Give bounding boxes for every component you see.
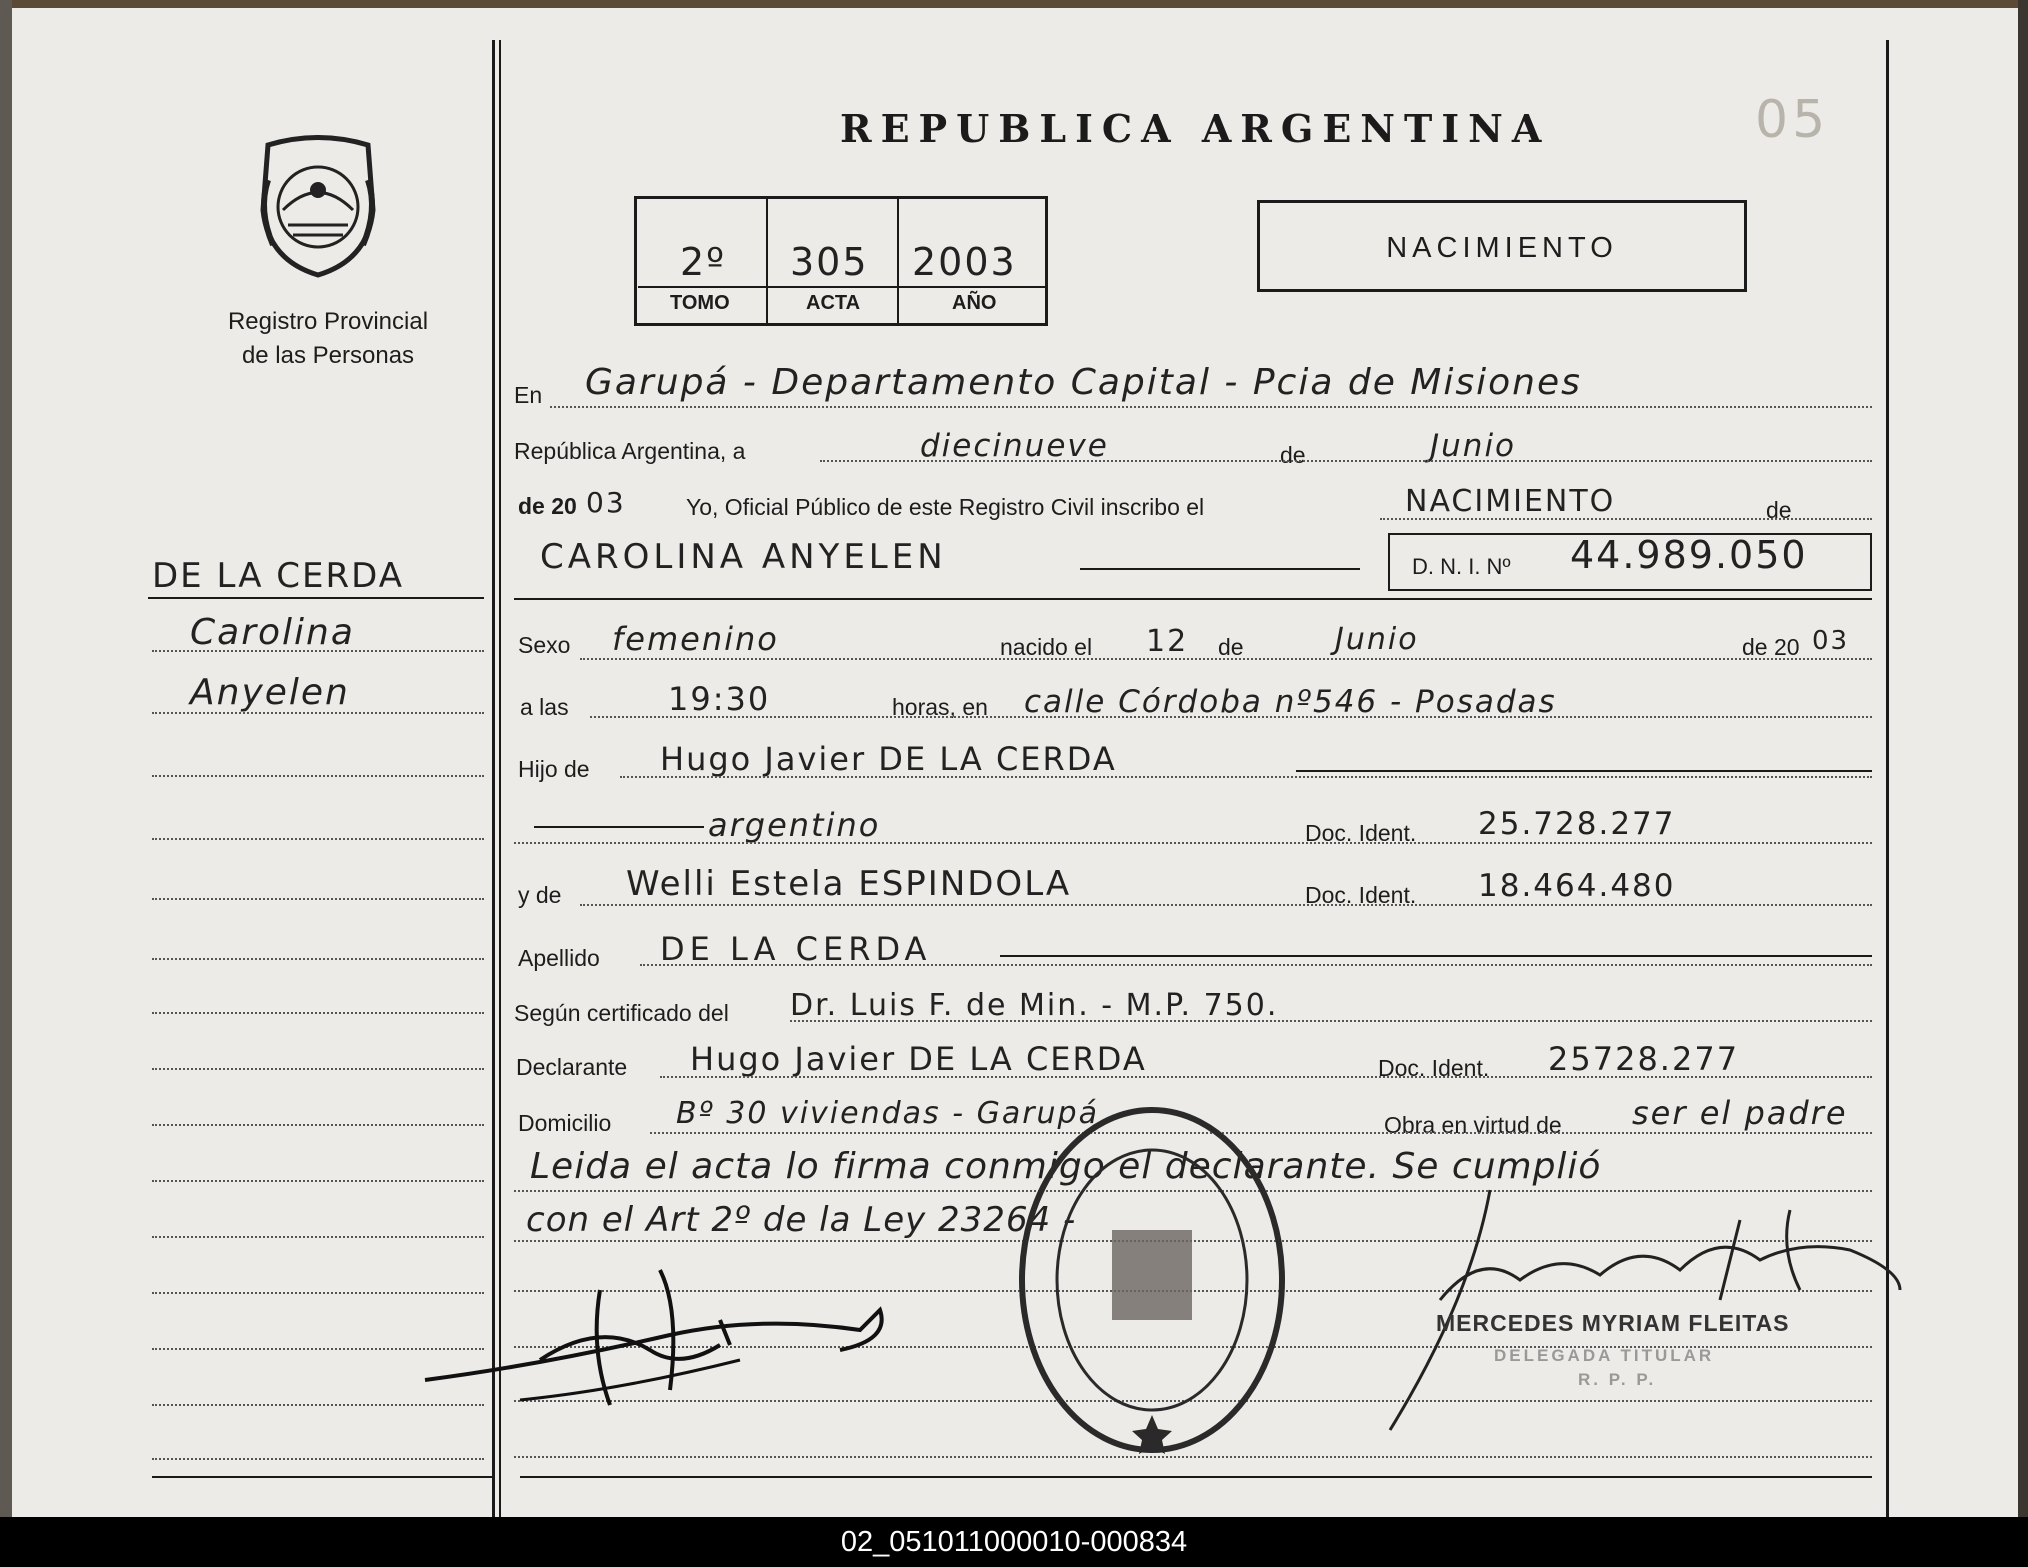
label-de-mes: de: [1280, 442, 1306, 468]
acta-divider-1: [766, 196, 768, 326]
registry-line-1: Registro Provincial: [227, 308, 429, 335]
field-obra: ser el padre: [1632, 1094, 1848, 1132]
margin-first-name: Carolina: [190, 612, 355, 653]
ano-value: 2003: [912, 240, 1017, 284]
row-line: [580, 658, 1872, 660]
row-line: [514, 842, 1872, 844]
official-name: MERCEDES MYRIAM FLEITAS: [1436, 1310, 1790, 1336]
ano-label: AÑO: [952, 292, 997, 314]
margin-line: [152, 1458, 484, 1460]
nac-fill-line: [534, 826, 704, 828]
certificate-type: NACIMIENTO: [1386, 232, 1618, 264]
label-de-anio-nac: de 20: [1742, 634, 1800, 660]
row-line: [640, 964, 1872, 966]
margin-bottom-line: [152, 1476, 492, 1478]
row-line: [580, 904, 1872, 906]
margin-line: [152, 1124, 484, 1126]
label-de-acto: de: [1766, 497, 1792, 523]
field-padre: Hugo Javier DE LA CERDA: [660, 740, 1117, 778]
field-lugar-nac: calle Córdoba nº546 - Posadas: [1024, 684, 1557, 720]
name-fill-line: [1080, 568, 1360, 570]
margin-line: [152, 1180, 484, 1182]
field-domicilio: Bº 30 viviendas - Garupá: [676, 1096, 1099, 1131]
registry-line-2: de las Personas: [241, 342, 415, 369]
apellido-fill-line: [1000, 955, 1872, 957]
label-en: En: [514, 382, 543, 408]
field-dia-nac: 12: [1146, 624, 1189, 659]
row-line: [620, 776, 1872, 778]
field-mes: Junio: [1430, 428, 1517, 464]
page-number: 05: [1755, 90, 1830, 150]
label-segun: Según certificado del: [514, 1000, 729, 1026]
field-acto: NACIMIENTO: [1405, 484, 1616, 519]
tomo-value: 2º: [680, 240, 727, 284]
acta-value: 305: [790, 240, 869, 284]
field-madre: Welli Estela ESPINDOLA: [626, 864, 1072, 904]
field-hora: 19:30: [668, 680, 771, 718]
image-code-footer: 02_051011000010-000834: [0, 1517, 2028, 1567]
field-doc-declarante: 25728.277: [1548, 1040, 1740, 1078]
row-line: [790, 1020, 1872, 1022]
declarant-signature-icon: [420, 1250, 900, 1420]
field-mes-nac: Junio: [1335, 622, 1419, 657]
label-horas: horas, en: [892, 694, 988, 720]
acta-label: ACTA: [806, 292, 861, 314]
margin-second-name: Anyelen: [190, 672, 350, 713]
margin-line: [152, 898, 484, 900]
label-sexo: Sexo: [518, 632, 571, 658]
label-nacido: nacido el: [1000, 634, 1093, 660]
label-domicilio: Domicilio: [518, 1110, 612, 1136]
margin-line: [152, 958, 484, 960]
row-line: [550, 406, 1872, 408]
label-obra: Obra en virtud de: [1384, 1112, 1562, 1138]
label-a-las: a las: [520, 694, 569, 720]
field-nombre: CAROLINA ANYELEN: [540, 537, 947, 577]
country-title: REPUBLICA ARGENTINA: [840, 106, 1551, 151]
acta-divider-2: [897, 196, 899, 326]
margin-line: [152, 775, 484, 777]
label-republica: República Argentina, a: [514, 438, 746, 464]
margin-line: [152, 1236, 484, 1238]
field-doc-madre: 18.464.480: [1478, 868, 1676, 904]
margin-line: [152, 1012, 484, 1014]
field-nacionalidad-padre: argentino: [708, 806, 881, 844]
label-declarante: Declarante: [516, 1054, 628, 1080]
margin-surname-underline: [148, 597, 484, 599]
section-line: [514, 598, 1872, 600]
province-crest-icon: [248, 135, 388, 280]
label-hijo-de: Hijo de: [518, 756, 590, 782]
official-role: DELEGADA TITULAR: [1494, 1346, 1715, 1365]
padre-fill-line: [1296, 770, 1872, 772]
binding-edge: [0, 0, 12, 1517]
label-inscribo: Yo, Oficial Público de este Registro Civil inscribo el: [686, 494, 1205, 520]
label-y-de: y de: [518, 882, 562, 908]
field-anio-suffix: 03: [586, 486, 626, 519]
field-lugar: Garupá - Departamento Capital - Pcia de Misiones: [585, 362, 1582, 403]
official-seal-icon: [1012, 1100, 1292, 1460]
field-certificado: Dr. Luis F. de Min. - M.P. 750.: [790, 988, 1279, 1023]
field-dni: 44.989.050: [1570, 533, 1808, 577]
label-apellido: Apellido: [518, 945, 600, 971]
row-line: [590, 716, 1872, 718]
margin-line: [152, 712, 484, 714]
label-dni: D. N. I. Nº: [1412, 554, 1511, 579]
margin-line: [152, 1068, 484, 1070]
margin-line: [152, 650, 484, 652]
field-apellido: DE LA CERDA: [660, 930, 932, 968]
label-doc-madre: Doc. Ident.: [1305, 882, 1417, 908]
field-doc-padre: 25.728.277: [1478, 806, 1676, 842]
acta-value-line: [638, 286, 1046, 288]
field-sexo: femenino: [612, 620, 779, 658]
margin-surname: DE LA CERDA: [152, 556, 404, 596]
field-declarante: Hugo Javier DE LA CERDA: [690, 1040, 1147, 1078]
note-line-2: con el Art 2º de la Ley 23264 -: [526, 1200, 1077, 1240]
label-doc-padre: Doc. Ident.: [1305, 820, 1417, 846]
bottom-line: [520, 1476, 1872, 1478]
note-line-1: Leida el acta lo firma conmigo el declarante. Se cumplió: [530, 1146, 1602, 1187]
field-anio-nac-suffix: 03: [1812, 626, 1850, 656]
label-de2003: de 20: [518, 493, 577, 519]
official-office: R. P. P.: [1578, 1370, 1657, 1389]
tomo-label: TOMO: [670, 292, 730, 314]
label-de-mes-nac: de: [1218, 634, 1244, 660]
label-doc-declarante: Doc. Ident.: [1378, 1055, 1490, 1081]
row-line: [660, 1076, 1872, 1078]
margin-line: [152, 838, 484, 840]
field-dia: diecinueve: [920, 428, 1109, 464]
row-line: [1380, 518, 1872, 520]
row-line: [820, 460, 1872, 462]
